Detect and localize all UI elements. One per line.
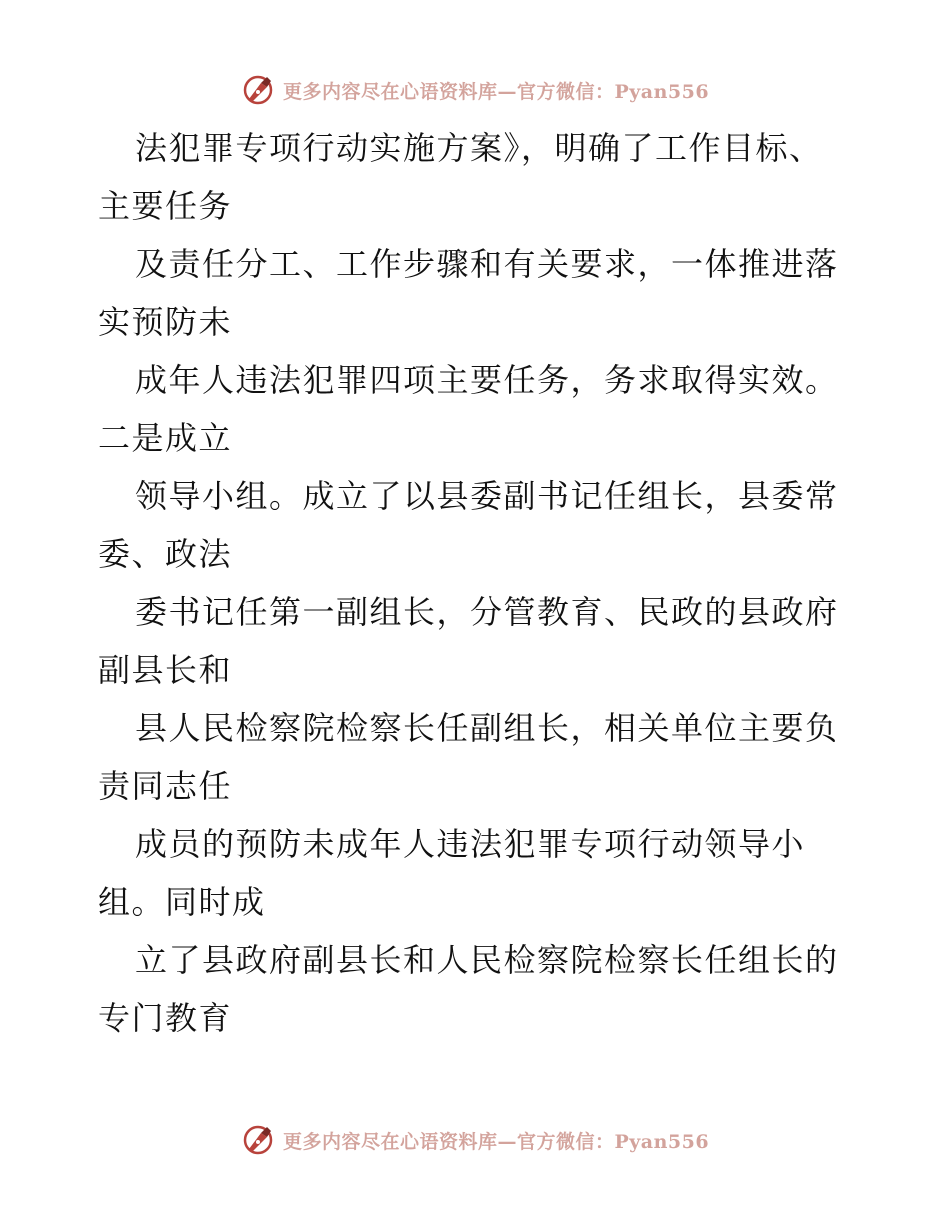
- pen-nib-circle-icon: [241, 73, 275, 107]
- footer-banner-text: 更多内容尽在心语资料库—官方微信：Pyan556: [282, 1130, 710, 1153]
- body-line: 副县长和: [98, 651, 233, 689]
- body-line: 主要任务: [98, 187, 233, 225]
- body-line: 专门教育: [98, 999, 233, 1037]
- body-line: 实预防未: [98, 303, 233, 341]
- body-line: 领导小组。成立了以县委副书记任组长，县委常: [135, 477, 839, 515]
- body-line: 成年人违法犯罪四项主要任务，务求取得实效。: [135, 361, 839, 399]
- body-line: 县人民检察院检察长任副组长，相关单位主要负: [135, 709, 839, 747]
- body-line: 成员的预防未成年人违法犯罪专项行动领导小: [135, 825, 806, 863]
- body-line: 组。同时成: [98, 883, 266, 921]
- header-banner: [0, 70, 950, 110]
- body-line: 委、政法: [98, 535, 233, 573]
- body-line: 委书记任第一副组长，分管教育、民政的县政府: [135, 593, 839, 631]
- footer-banner: [0, 1120, 950, 1160]
- body-line: 立了县政府副县长和人民检察院检察长任组长的: [135, 941, 839, 979]
- body-line: 责同志任: [98, 767, 233, 805]
- body-line: 法犯罪专项行动实施方案》，明确了工作目标、: [135, 129, 823, 167]
- body-line: 二是成立: [98, 419, 233, 457]
- header-banner-text: 更多内容尽在心语资料库—官方微信：Pyan556: [282, 80, 710, 103]
- pen-nib-circle-icon: [241, 1123, 275, 1157]
- body-line: 及责任分工、工作步骤和有关要求，一体推进落: [135, 245, 839, 283]
